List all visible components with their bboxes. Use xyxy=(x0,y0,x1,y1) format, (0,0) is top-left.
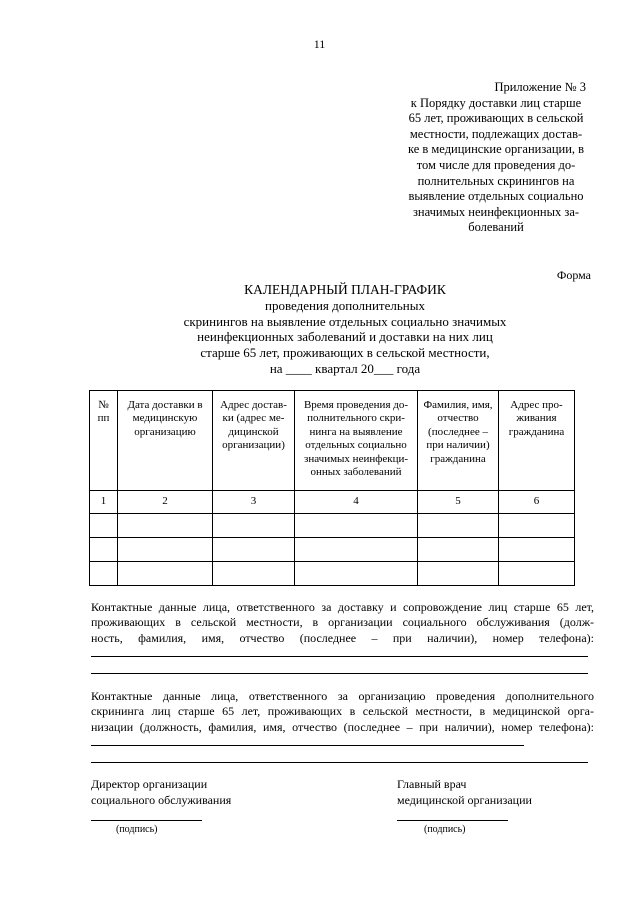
header-cell-date: Дата доставки в медицинскую организацию xyxy=(118,391,213,491)
appendix-title: Приложение № 3 xyxy=(494,80,586,94)
fill-in-line[interactable] xyxy=(91,762,588,763)
fill-in-line[interactable] xyxy=(91,745,524,746)
table-cell xyxy=(499,561,575,585)
table-cell xyxy=(118,561,213,585)
signature-line[interactable] xyxy=(397,820,508,821)
paragraph-line: Контактные данные лица, ответственного за доставку и сопровождение лиц старше 65 лет, xyxy=(91,600,594,614)
contact-delivery-paragraph xyxy=(91,600,594,646)
title-heading: КАЛЕНДАРНЫЙ ПЛАН-ГРАФИК xyxy=(244,282,446,297)
table-cell xyxy=(418,561,499,585)
title-line: старше 65 лет, проживающих в сельской местности, xyxy=(200,345,490,361)
header-cell-address-citizen: Адрес про-живания гражданина xyxy=(499,391,575,491)
table-row xyxy=(90,513,575,537)
appendix-line: полнительных скринингов на xyxy=(417,173,575,188)
paragraph-line: ность, фамилия, имя, отчество (последнее – при наличии), номер телефона): xyxy=(91,630,594,645)
signature-caption: (подпись) xyxy=(424,824,466,835)
header-cell-time: Время проведения до-полнительного скри-нинга на выявление отдельных социально значимых неинфекци-онных заболеваний xyxy=(295,391,418,491)
table-cell xyxy=(213,537,295,561)
column-number: 6 xyxy=(499,490,575,513)
page-number: 11 xyxy=(313,37,326,51)
header-cell-number: № пп xyxy=(90,391,118,491)
title-line: неинфекционных заболеваний и доставки на них лиц xyxy=(197,329,493,345)
paragraph-line: проживающих в сельской местности, в организации социального обслуживания (долж- xyxy=(91,615,594,630)
table-cell xyxy=(118,513,213,537)
signature-caption: (подпись) xyxy=(116,824,158,835)
signature-title: социального обслуживания xyxy=(91,792,232,807)
paragraph-line: скрининга лиц старше 65 лет, проживающих в сельской местности, в медицинской орга- xyxy=(91,704,594,719)
table-cell xyxy=(418,537,499,561)
table-cell xyxy=(418,513,499,537)
fill-in-line[interactable] xyxy=(91,656,588,657)
appendix-line: том числе для проведения до- xyxy=(416,157,576,172)
table-cell xyxy=(499,537,575,561)
signature-line[interactable] xyxy=(91,820,202,821)
contact-screening-paragraph xyxy=(91,689,594,735)
table-cell xyxy=(295,513,418,537)
appendix-line: к Порядку доставки лиц старше xyxy=(410,95,582,110)
form-label: Форма xyxy=(556,268,591,282)
table-row xyxy=(90,561,575,585)
document-title xyxy=(100,282,590,377)
column-number: 2 xyxy=(118,490,213,513)
table-cell xyxy=(499,513,575,537)
title-line: проведения дополнительных xyxy=(264,297,425,313)
column-number: 5 xyxy=(418,490,499,513)
table-row xyxy=(90,537,575,561)
appendix-line: 65 лет, проживающих в сельской xyxy=(408,111,584,126)
fill-in-line[interactable] xyxy=(91,673,588,674)
title-line: скринингов на выявление отдельных социально значимых xyxy=(183,313,507,329)
signature-left xyxy=(91,777,231,808)
table-cell xyxy=(213,561,295,585)
column-number: 4 xyxy=(295,490,418,513)
table-cell xyxy=(90,513,118,537)
appendix-line: болеваний xyxy=(468,220,524,235)
table-cell xyxy=(90,561,118,585)
table-cell xyxy=(295,561,418,585)
signature-right xyxy=(397,777,532,808)
appendix-line: ке в медицинские организации, в xyxy=(407,142,585,157)
appendix-line: выявление отдельных социально xyxy=(408,189,584,204)
appendix-line: местности, подлежащих достав- xyxy=(409,126,583,141)
paragraph-line: Контактные данные лица, ответственного за организацию проведения дополнительного xyxy=(91,689,594,703)
table-cell xyxy=(213,513,295,537)
table-cell xyxy=(90,537,118,561)
paragraph-line: низации (должность, фамилия, имя, отчество (последнее – при наличии), номер телефона): xyxy=(91,719,594,734)
table-numbering-row xyxy=(90,490,575,513)
signature-title: медицинской организации xyxy=(397,792,532,807)
appendix-line: значимых неинфекционных за- xyxy=(412,204,580,219)
header-cell-address-org: Адрес достав-ки (адрес ме-дицинской организации) xyxy=(213,391,295,491)
title-line: на ____ квартал 20___ года xyxy=(269,360,421,376)
signature-title: Директор организации xyxy=(91,777,208,791)
appendix-block xyxy=(398,80,594,236)
table-cell xyxy=(295,537,418,561)
signature-title: Главный врач xyxy=(397,777,467,791)
table-cell xyxy=(118,537,213,561)
table-header-row xyxy=(90,391,575,491)
header-cell-name: Фамилия, имя, отчество (последнее – при наличии) гражданина xyxy=(418,391,499,491)
schedule-table xyxy=(89,390,575,586)
column-number: 1 xyxy=(90,490,118,513)
column-number: 3 xyxy=(213,490,295,513)
